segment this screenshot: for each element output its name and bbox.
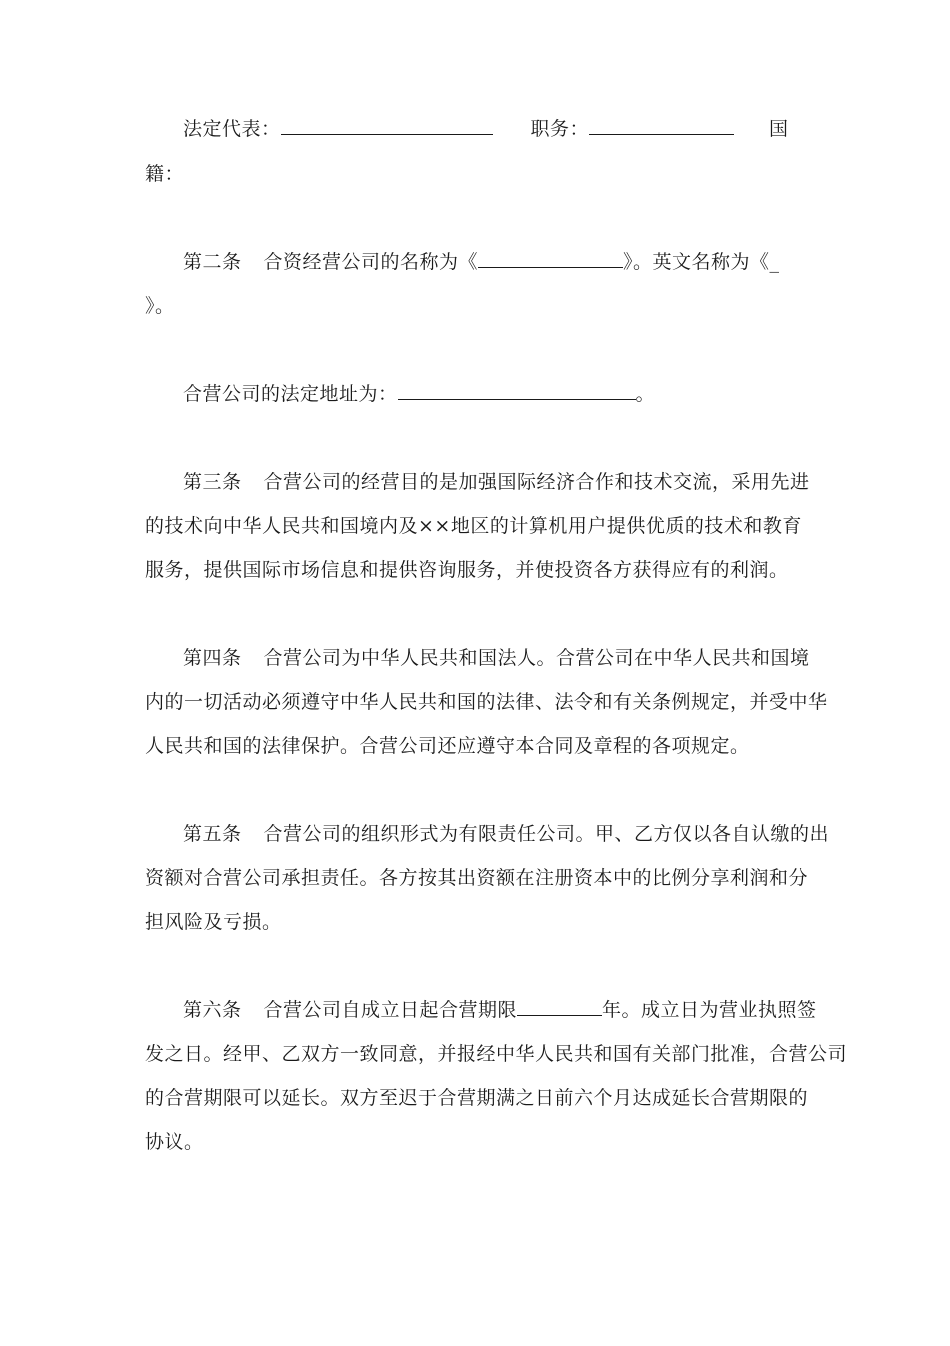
term-years-blank [517,999,602,1016]
legal-rep-label: 法定代表： [183,118,281,140]
article-6-line-3: 的合营期限可以延长。双方至迟于合营期满之日前六个月达成延长合营期限的 [145,1087,809,1109]
article-2-text-1: 合资经营公司的名称为《 [263,251,479,273]
article-5-number: 第五条 [183,823,242,845]
article-4-text-1: 合营公司为中华人民共和国法人。合营公司在中华人民共和国境 [263,647,810,669]
article-4-line-3: 人民共和国的法律保护。合营公司还应遵守本合同及章程的各项规定。 [145,735,750,757]
article-6-text-1: 合营公司自成立日起合营期限 [263,999,518,1021]
nationality-label-head: 国 [769,118,789,140]
company-name-blank [478,251,623,268]
article-5-text-1: 合营公司的组织形式为有限责任公司。甲、乙方仅以各自认缴的出 [263,823,830,845]
article-6-line-2: 发之日。经甲、乙双方一致同意，并报经中华人民共和国有关部门批准，合营公司 [145,1043,848,1065]
article-3-line-3: 服务，提供国际市场信息和提供咨询服务，并使投资各方获得应有的利润。 [145,559,789,581]
article-4-line-1 [183,646,810,670]
article-2-number: 第二条 [183,251,242,273]
article-5-line-3: 担风险及亏损。 [145,911,282,933]
legal-rep-line [183,117,734,141]
article-4-number: 第四条 [183,647,242,669]
position-label: 职务： [530,118,590,140]
address-blank [398,383,636,400]
article-5-line-1 [183,822,829,846]
article-6-number: 第六条 [183,999,242,1021]
legal-rep-blank [281,118,493,135]
article-6-line-4: 协议。 [145,1131,204,1153]
article-2-line-2: 》。 [145,295,175,317]
article-4-line-2: 内的一切活动必须遵守中华人民共和国的法律、法令和有关条例规定，并受中华 [145,691,828,713]
address-end: 。 [635,383,656,405]
article-2-text-2: 》。英文名称为《_ [623,251,780,273]
position-blank [589,118,734,135]
article-6-text-2: 年。成立日为营业执照签 [602,999,817,1021]
article-3-line-2: 的技术向中华人民共和国境内及××地区的计算机用户提供优质的技术和教育 [145,515,802,537]
article-2-line-1 [183,250,780,274]
article-6-line-1 [183,998,817,1022]
article-5-line-2: 资额对合营公司承担责任。各方按其出资额在注册资本中的比例分享利润和分 [145,867,809,889]
address-label: 合营公司的法定地址为： [183,383,398,405]
article-3-number: 第三条 [183,471,242,493]
address-line [183,382,655,406]
nationality-label-tail: 籍： [145,163,185,185]
article-3-line-1 [183,470,810,494]
article-3-text-1: 合营公司的经营目的是加强国际经济合作和技术交流，采用先进 [263,471,810,493]
